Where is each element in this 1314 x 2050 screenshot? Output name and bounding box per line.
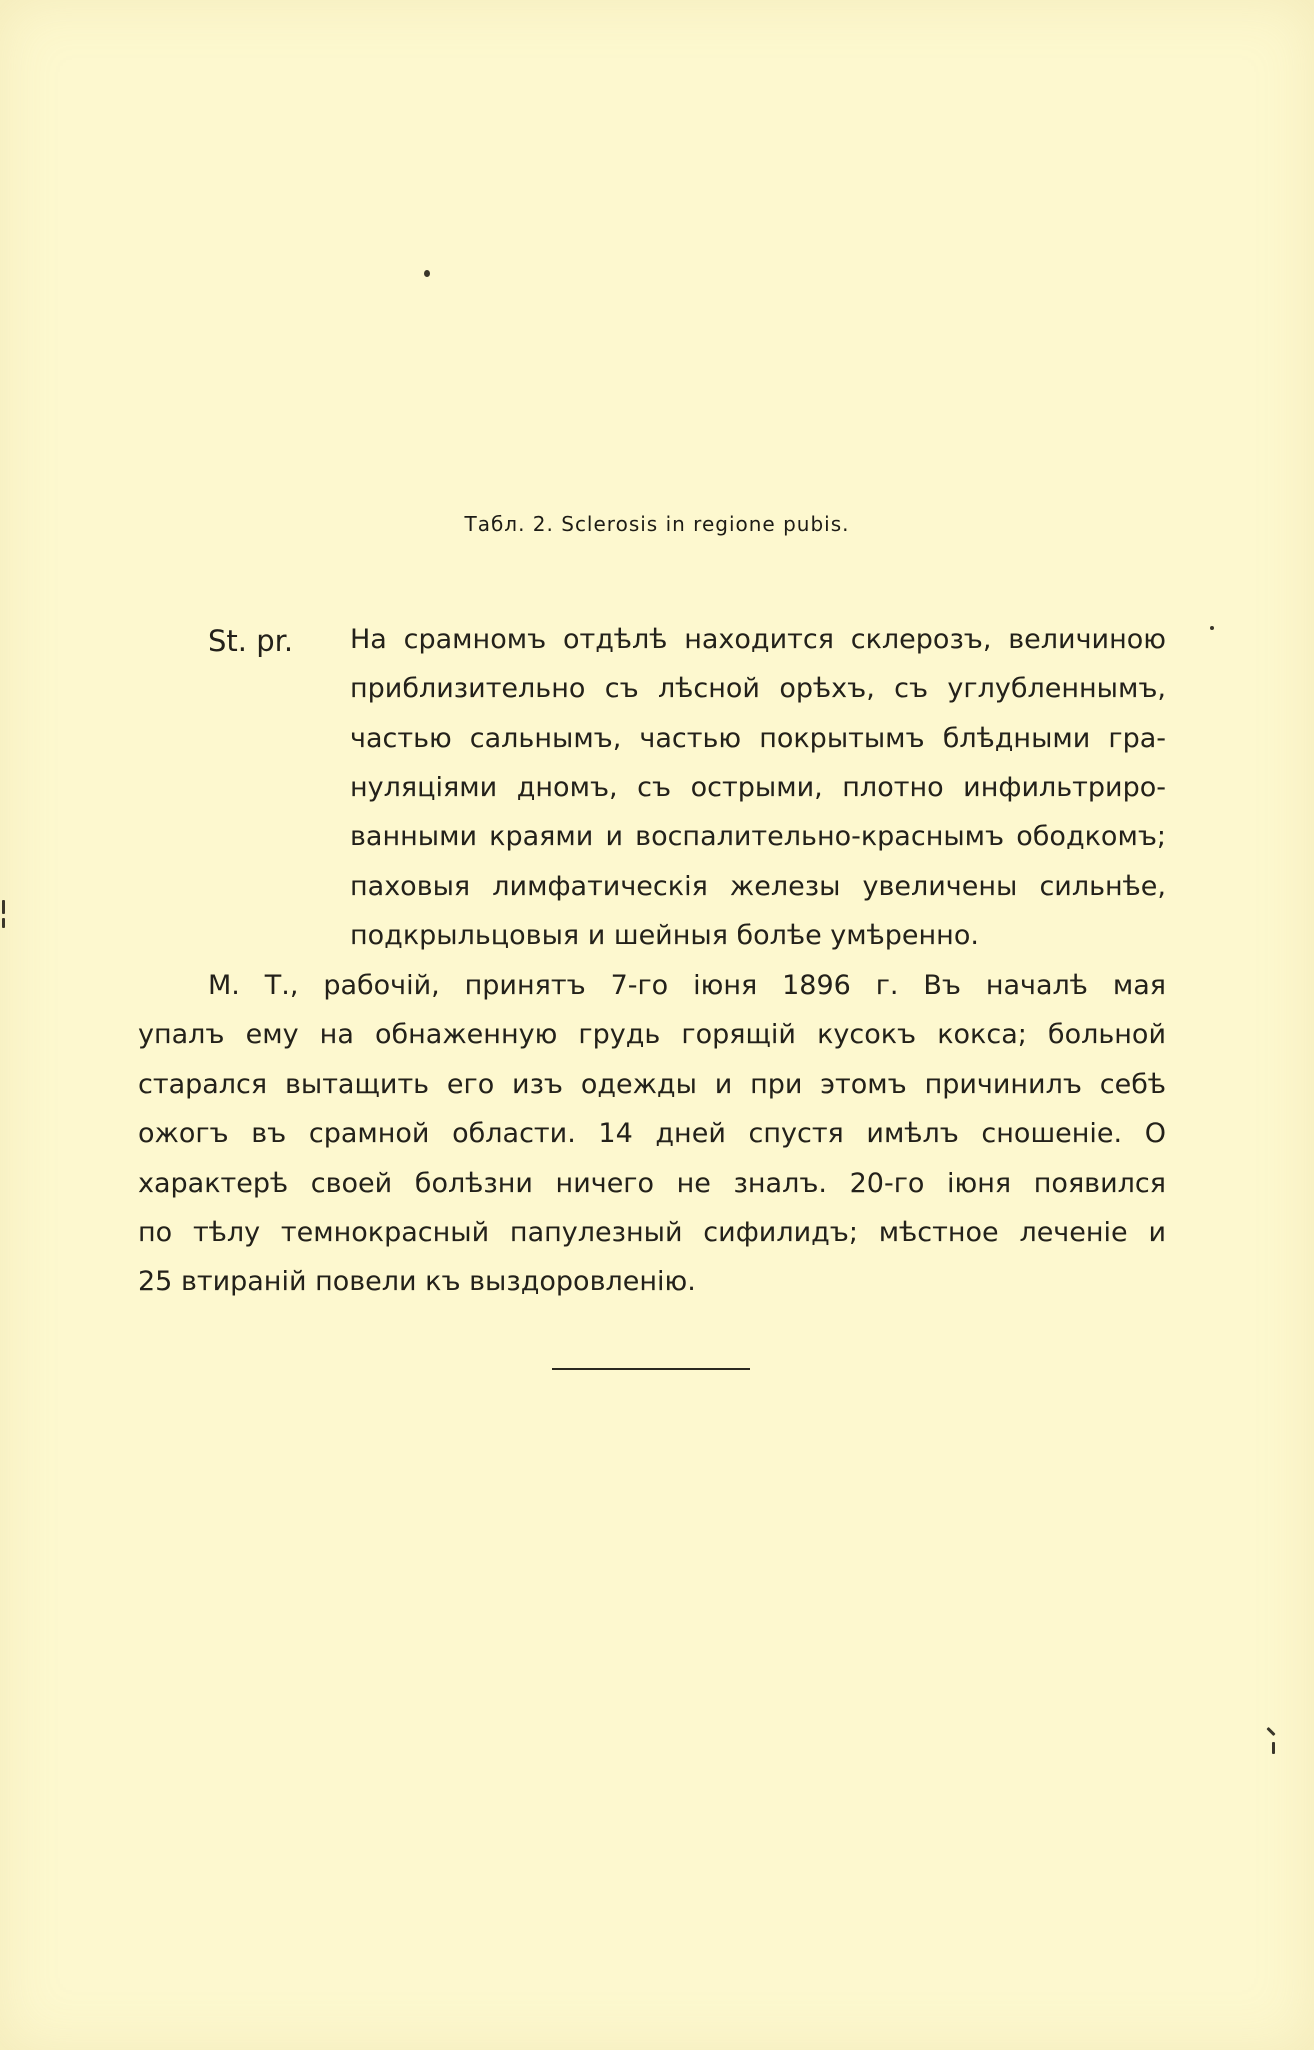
ink-speck bbox=[1210, 626, 1214, 630]
status-line: паховыя лимфатическія железы увеличены сильнѣе, bbox=[350, 871, 1166, 902]
status-line: приблизительно съ лѣсной орѣхъ, съ углубленнымъ, bbox=[350, 673, 1166, 704]
status-line: нуляціями дномъ, съ острыми, плотно инфильтриро- bbox=[350, 772, 1166, 803]
status-line: подкрыльцовыя и шейныя болѣе умѣренно. bbox=[350, 920, 979, 951]
ink-speck bbox=[424, 270, 430, 277]
history-line: 25 втираній повели къ выздоровленію. bbox=[138, 1266, 696, 1297]
history-line: характерѣ своей болѣзни ничего не зналъ. 20-го іюня появился bbox=[138, 1168, 1166, 1199]
history-line: по тѣлу темнокрасный папулезный сифилидъ; мѣстное леченіе и bbox=[138, 1217, 1166, 1248]
section-divider bbox=[552, 1368, 750, 1370]
status-line: ванными краями и воспалительно-краснымъ ободкомъ; bbox=[350, 821, 1166, 852]
status-line: На срамномъ отдѣлѣ находится склерозъ, величиною bbox=[350, 624, 1166, 655]
history-line: старался вытащить его изъ одежды и при этомъ причинилъ себѣ bbox=[138, 1069, 1166, 1100]
ink-speck bbox=[2, 918, 5, 928]
status-praesens-label: St. pr. bbox=[208, 624, 294, 658]
history-line: М. Т., рабочій, принятъ 7-го іюня 1896 г. Въ началѣ мая bbox=[208, 970, 1166, 1001]
ink-speck bbox=[2, 900, 5, 914]
history-line: ожогъ въ срамной области. 14 дней спустя имѣлъ сношеніе. О bbox=[138, 1118, 1166, 1149]
ink-speck bbox=[1272, 1742, 1275, 1754]
history-line: упалъ ему на обнаженную грудь горящій кусокъ кокса; больной bbox=[138, 1019, 1166, 1050]
table-title: Табл. 2. Sclerosis in regione pubis. bbox=[464, 512, 850, 536]
ink-speck bbox=[1266, 1727, 1275, 1736]
status-line: частью сальнымъ, частью покрытымъ блѣдными гра- bbox=[350, 723, 1166, 754]
